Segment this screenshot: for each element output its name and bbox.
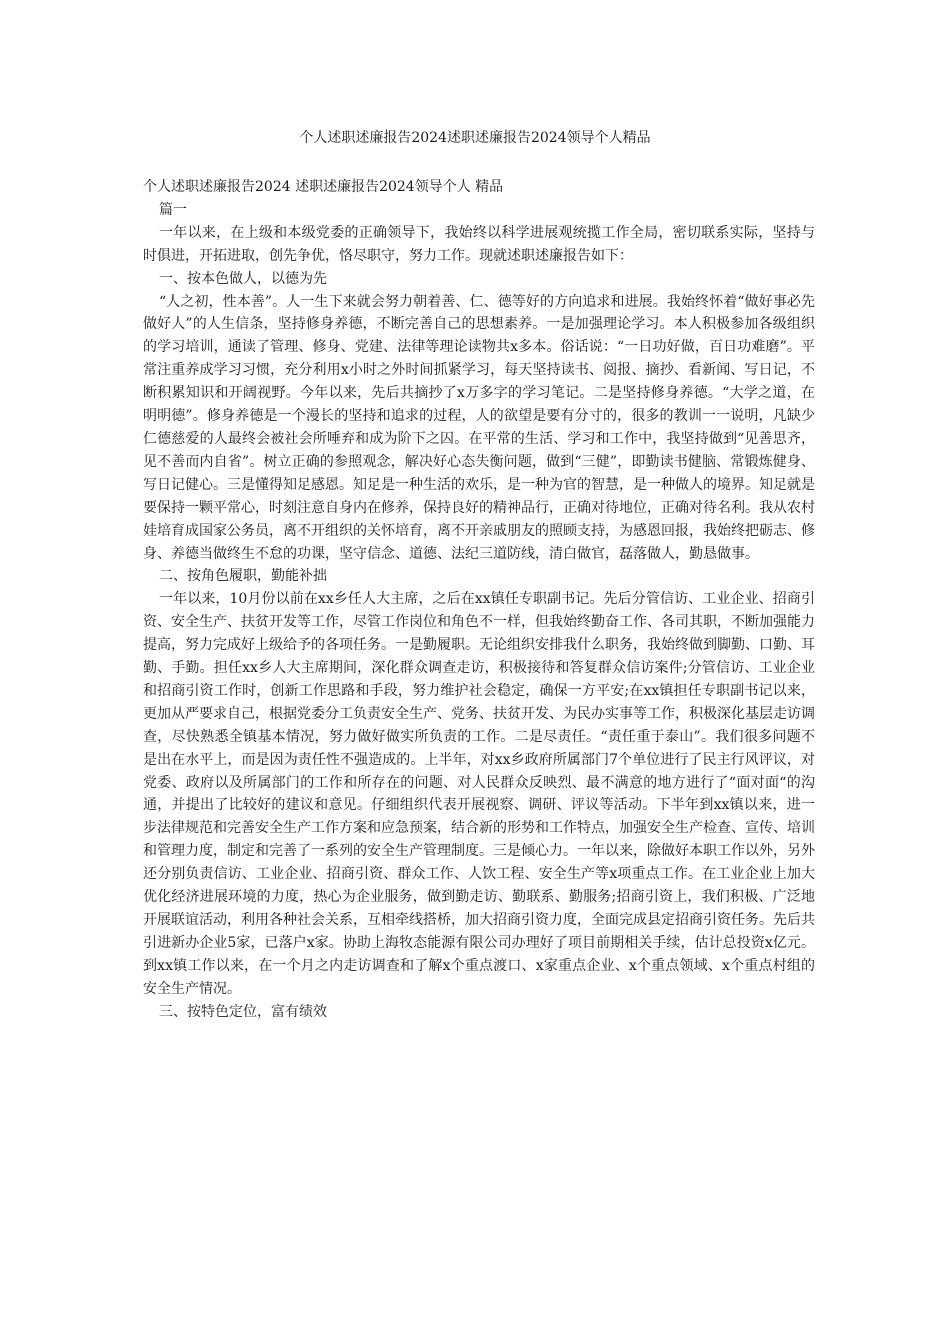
section-1-paragraph: “人之初，性本善”。人一生下来就会努力朝着善、仁、德等好的方向追求和进展。我始终怀着“做好事必先做好人”的人生信条，坚持修身养德，不断完善自己的思想素养。一是加强理论学习。本人积极参加各级组织的学习培训，通读了管理、修身、党建、法律等理论读物共x多本。俗话说：“一日功好做，百日功难磨”。平常注重养成学习习惯，充分利用x小时之外时间抓紧学习，每天坚持读书、阅报、摘抄、看新闻、写日记，不断积累知识和开阔视野。今年以来，先后共摘抄了x万多字的学习笔记。二是坚持修身养德。“大学之道，在明明德”。修身养德是一个漫长的坚持和追求的过程，人的欲望是要有分寸的，很多的教训一一说明，凡缺少仁德慈爱的人最终会被社会所唾弃和成为阶下之囚。在平常的生活、学习和工作中，我坚持做到“见善思齐，见不善而内自省”。树立正确的参照观念，解决好心态失衡问题，做到“三健”，即勤读书健脑、常锻炼健身、写日记健心。三是懂得知足感恩。知足是一种生活的欢乐，是一种为官的智慧，是一种做人的境界。知足就是要保持一颗平常心，时刻注意自身内在修养，保持良好的精神品行，正确对待地位，正确对待名利。我从农村娃培育成国家公务员，离不开组织的关怀培育，离不开亲戚朋友的照顾支持，为感恩回报，我始终把砺志、修身、养德当做终生不怠的功课，坚守信念、道德、法纪三道防线，清白做官，磊落做人，勤恳做事。 xyxy=(143,293,815,562)
document-title: 个人述职述廉报告2024述职述廉报告2024领导个人精品 xyxy=(299,130,651,146)
document-body xyxy=(143,176,815,1024)
section-2-paragraph: 一年以来，10月份以前在xx乡任人大主席，之后在xx镇任专职副书记。先后分管信访、工业企业、招商引资、安全生产、扶贫开发等工作，尽管工作岗位和角色不一样，但我始终勤奋工作、各司其职，不断加强能力提高，努力完成好上级给予的各项任务。一是勤履职。无论组织安排我什么职务，我始终做到脚勤、口勤、耳勤、手勤。担任xx乡人大主席期间，深化群众调查走访，积极接待和答复群众信访案件;分管信访、工业企业和招商引资工作时，创新工作思路和手段，努力维护社会稳定，确保一方平安;在xx镇担任专职副书记以来，更加从严要求自己，根据党委分工负责安全生产、党务、扶贫开发、为民办实事等工作，积极深化基层走访调查，尽快熟悉全镇基本情况，努力做好做实所负责的工作。二是尽责任。“责任重于泰山”。我们很多问题不是出在水平上，而是因为责任性不强造成的。上半年，对xx乡政府所属部门7个单位进行了民主行风评议，对党委、政府以及所属部门的工作和所存在的问题、对人民群众反映烈、最不满意的地方进行了“面对面“的沟通，并提出了比较好的建议和意见。仔细组织代表开展视察、调研、评议等活动。下半年到xx镇以来，进一步法律规范和完善安全生产工作方案和应急预案，结合新的形势和工作特点，加强安全生产检查、宣传、培训和管理力度，制定和完善了一系列的安全生产管理制度。三是倾心力。一年以来，除做好本职工作以外，另外还分别负责信访、工业企业、招商引资、群众工作、人饮工程、安全生产等x项重点工作。在工业企业上加大优化经济进展环境的力度，热心为企业服务，做到勤走访、勤联系、勤服务;招商引资上，我们积极、广泛地开展联谊活动，利用各种社会关系，互相牵线搭桥，加大招商引资力度，全面完成县定招商引资任务。先后共引进新办企业5家，已落户x家。协助上海牧态能源有限公司办理好了项目前期相关手续，估计总投资x亿元。到xx镇工作以来，在一个月之内走访调查和了解x个重点渡口、x家重点企业、x个重点领域、x个重点村组的安全生产情况。 xyxy=(143,591,815,997)
section-3-heading: 三、按特色定位，富有绩效 xyxy=(159,1003,327,1020)
part-label: 篇一 xyxy=(159,201,187,218)
document-subtitle: 个人述职述廉报告2024 述职述廉报告2024领导个人 精品 xyxy=(143,179,504,195)
section-1-heading: 一、按本色做人，以德为先 xyxy=(159,270,327,287)
intro-paragraph: 一年以来，在上级和本级党委的正确领导下，我始终以科学进展观统揽工作全局，密切联系实际，坚持与时俱进，开拓进取，创先争优，恪尽职守，努力工作。现就述职述廉报告如下： xyxy=(143,224,815,264)
section-2-heading: 二、按角色履职，勤能补拙 xyxy=(159,568,327,585)
